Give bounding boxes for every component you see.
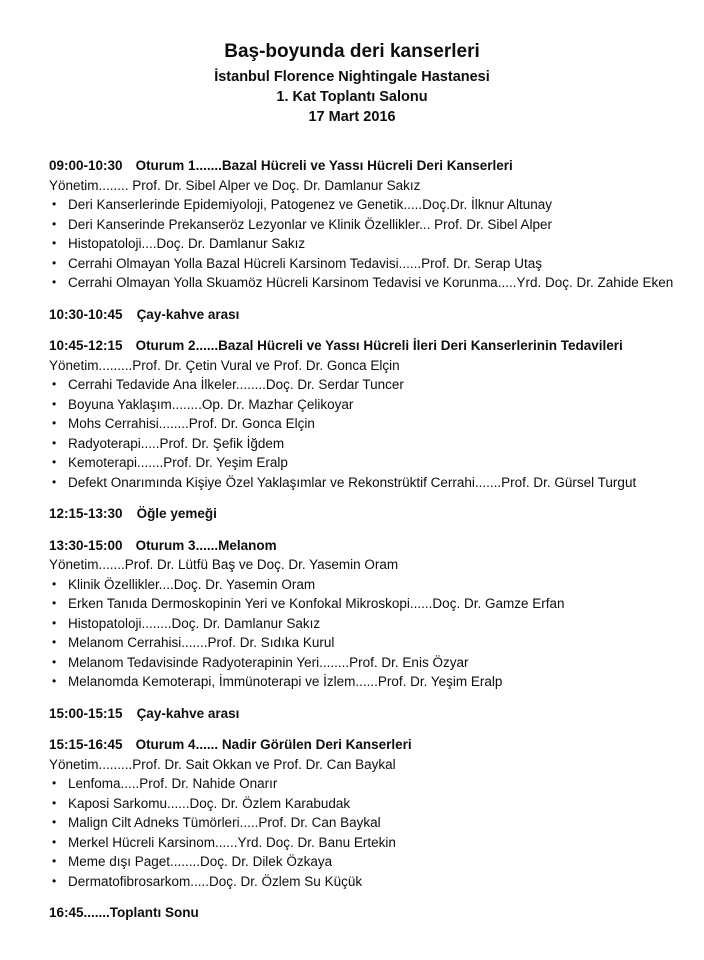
session-time: 10:45-12:15	[49, 338, 123, 353]
end-block	[49, 903, 674, 923]
agenda-item: • Histopatoloji........Doç. Dr. Damlanur Sakız	[49, 614, 674, 634]
break-time: 12:15-13:30	[49, 506, 123, 521]
break-label: Öğle yemeği	[136, 506, 217, 521]
session-block	[49, 336, 674, 492]
agenda-item: • Melanomda Kemoterapi, İmmünoterapi ve İzlem......Prof. Dr. Yeşim Eralp	[49, 672, 674, 692]
session-title: Oturum 2......Bazal Hücreli ve Yassı Hücreli İleri Deri Kanserlerinin Tedavileri	[135, 338, 623, 353]
session-header	[49, 536, 674, 556]
agenda-item: • Boyuna Yaklaşım........Op. Dr. Mazhar Çelikoyar	[49, 395, 674, 415]
session-title: Oturum 4...... Nadir Görülen Deri Kanserleri	[135, 737, 412, 752]
break-label: Çay-kahve arası	[136, 705, 240, 721]
break-time: 10:30-10:45	[49, 306, 123, 322]
agenda-item: • Deri Kanserlerinde Epidemiyoloji, Patogenez ve Genetik.....Doç.Dr. İlknur Altunay	[49, 195, 674, 215]
break-row	[49, 704, 674, 724]
agenda-item: • Meme dışı Paget........Doç. Dr. Dilek Özkaya	[49, 852, 674, 872]
session-items	[49, 375, 674, 492]
session-items	[49, 195, 674, 293]
session-header	[49, 735, 674, 755]
break-label: Çay-kahve arası	[136, 306, 240, 322]
session-title: Oturum 3......Melanom	[135, 537, 277, 553]
room: 1. Kat Toplantı Salonu	[276, 89, 428, 105]
agenda-item: • Lenfoma.....Prof. Dr. Nahide Onarır	[49, 774, 674, 794]
break-block	[49, 305, 674, 325]
session-time: 13:30-15:00	[49, 537, 123, 553]
agenda-item: • Radyoterapi.....Prof. Dr. Şefik İğdem	[49, 434, 674, 454]
agenda-item: • Cerrahi Tedavide Ana İlkeler........Doç. Dr. Serdar Tuncer	[49, 375, 674, 395]
agenda-item: • Cerrahi Olmayan Yolla Bazal Hücreli Karsinom Tedavisi......Prof. Dr. Serap Utaş	[49, 254, 674, 274]
agenda-item: • Cerrahi Olmayan Yolla Skuamöz Hücreli Karsinom Tedavisi ve Korunma.....Yrd. Doç. Dr. Zahide Eken	[49, 273, 674, 293]
session-management: Yönetim........ Prof. Dr. Sibel Alper ve Doç. Dr. Damlanur Sakız	[49, 177, 421, 193]
agenda-item: • Defekt Onarımında Kişiye Özel Yaklaşımlar ve Rekonstrüktif Cerrahi.......Prof. Dr. Gürsel Turgut	[49, 473, 674, 493]
session-header	[49, 156, 674, 176]
end-time: 16:45	[49, 905, 84, 920]
agenda-item: • Deri Kanserinde Prekanseröz Lezyonlar ve Klinik Özellikler... Prof. Dr. Sibel Alper	[49, 215, 674, 235]
end-label: .......Toplantı Sonu	[83, 905, 199, 920]
session-block	[49, 735, 674, 891]
session-title: Oturum 1.......Bazal Hücreli ve Yassı Hücreli Deri Kanserleri	[135, 158, 513, 173]
break-time: 15:00-15:15	[49, 705, 123, 721]
agenda-item: • Histopatoloji....Doç. Dr. Damlanur Sakız	[49, 234, 674, 254]
end-row	[49, 903, 674, 923]
session-block	[49, 156, 674, 293]
session-time: 09:00-10:30	[49, 158, 123, 173]
agenda-item: • Erken Tanıda Dermoskopinin Yeri ve Konfokal Mikroskopi......Doç. Dr. Gamze Erfan	[49, 594, 674, 614]
break-block	[49, 704, 674, 724]
agenda-item: • Kemoterapi.......Prof. Dr. Yeşim Eralp	[49, 453, 674, 473]
session-block	[49, 536, 674, 692]
session-header	[49, 336, 674, 356]
venue: İstanbul Florence Nightingale Hastanesi	[214, 69, 490, 85]
document-header	[49, 40, 655, 127]
session-items	[49, 575, 674, 692]
session-management: Yönetim.........Prof. Dr. Çetin Vural ve Prof. Dr. Gonca Elçin	[49, 357, 400, 373]
session-management: Yönetim.........Prof. Dr. Sait Okkan ve Prof. Dr. Can Baykal	[49, 756, 396, 772]
agenda-item: • Mohs Cerrahisi........Prof. Dr. Gonca Elçin	[49, 414, 674, 434]
agenda-item: • Klinik Özellikler....Doç. Dr. Yasemin Oram	[49, 575, 674, 595]
break-block	[49, 504, 674, 524]
session-items	[49, 774, 674, 891]
agenda-item: • Melanom Cerrahisi.......Prof. Dr. Sıdıka Kurul	[49, 633, 674, 653]
agenda-item: • Malign Cilt Adneks Tümörleri.....Prof. Dr. Can Baykal	[49, 813, 674, 833]
date: 17 Mart 2016	[308, 109, 396, 125]
agenda-item: • Kaposi Sarkomu......Doç. Dr. Özlem Karabudak	[49, 794, 674, 814]
page-title: Baş-boyunda deri kanserleri	[224, 41, 480, 62]
break-row	[49, 504, 674, 524]
agenda-item: • Merkel Hücreli Karsinom......Yrd. Doç. Dr. Banu Ertekin	[49, 833, 674, 853]
agenda-item: • Dermatofibrosarkom.....Doç. Dr. Özlem Su Küçük	[49, 872, 674, 892]
break-row	[49, 305, 674, 325]
session-time: 15:15-16:45	[49, 737, 123, 752]
session-management: Yönetim.......Prof. Dr. Lütfü Baş ve Doç. Dr. Yasemin Oram	[49, 557, 399, 572]
agenda-item: • Melanom Tedavisinde Radyoterapinin Yeri........Prof. Dr. Enis Özyar	[49, 653, 674, 673]
